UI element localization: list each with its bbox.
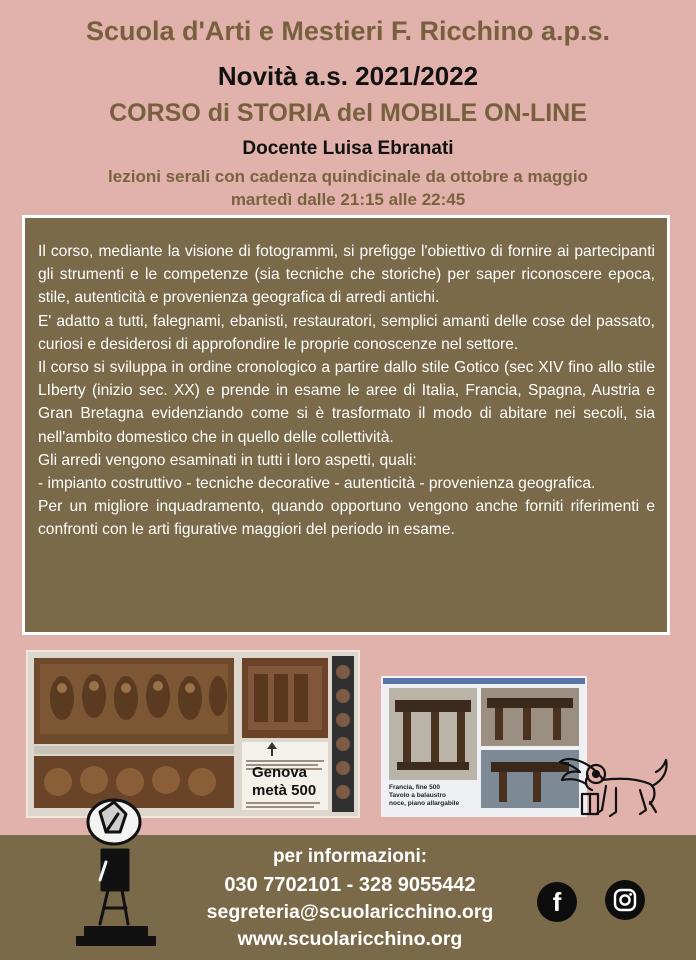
phone-numbers[interactable]: 030 7702101 - 328 9055442 (224, 874, 476, 896)
description-paragraph: Per un migliore inquadramento, quando opportuno vengono anche forniti riferimenti e confronti con le arti figurative maggiori del periodo in esame. (38, 498, 655, 539)
description-text (38, 240, 655, 542)
schedule-time: martedì dalle 21:15 alle 22:45 (230, 190, 466, 209)
website-link[interactable]: www.scuolaricchino.org (237, 928, 463, 950)
novelty-title: Novità a.s. 2021/2022 (217, 61, 479, 91)
winged-lion-logo (556, 748, 676, 824)
email-link[interactable]: segreteria@scuolaricchino.org (206, 901, 494, 923)
slide-francia-caption-line: Francia, fine 500 (389, 784, 440, 791)
slide-genova-caption: Genova metà 500 (252, 764, 317, 799)
facebook-icon[interactable]: f (537, 882, 577, 922)
description-paragraph: Il corso si sviluppa in ordine cronologico a partire dallo stile Gotico (sec XIV fino allo stile LIberty (inizio sec. XX) e prende in esame le aree di Italia, Francia, Spagna, Austria e Gran Bretagna evidenziando come si è trasformato il modo di abitare nei secoli, sia nell'ambito domestico che in quello delle collettività. (38, 359, 655, 446)
description-paragraph: - impianto costruttivo - tecniche decorative - autenticità - provenienza geografica. (38, 475, 596, 493)
course-title: CORSO di STORIA del MOBILE ON-LINE (109, 99, 587, 127)
slide-francia-caption-line: Tavolo a balaustro (389, 792, 446, 799)
instagram-glyph (613, 888, 637, 912)
description-paragraph: Gli arredi vengono esaminati in tutti i loro aspetti, quali: (38, 451, 417, 469)
teacher-name: Docente Luisa Ebranati (242, 138, 454, 159)
schedule (0, 165, 696, 211)
slide-francia-caption-line: noce, piano allargabile (389, 800, 460, 807)
description-paragraph: Il corso, mediante la visione di fotogrammi, si prefigge l'obiettivo di fornire ai partecipanti gli strumenti e le competenze (sia tecniche che storiche) per saper riconoscere epoca, stile, autenticità e provenienza geografica di arredi antichi. (38, 243, 655, 307)
description-box (22, 215, 670, 635)
info-label: per informazioni: (272, 846, 428, 867)
schedule-frequency: lezioni serali con cadenza quindicinale da ottobre a maggio (108, 167, 588, 186)
school-name: Scuola d'Arti e Mestieri F. Ricchino a.p.s. (85, 16, 611, 46)
mascot-logo (70, 792, 160, 950)
slide-francia-caption (389, 784, 481, 808)
instagram-icon[interactable] (605, 880, 645, 920)
description-paragraph: E' adatto a tutti, falegnami, ebanisti, restauratori, semplici amanti delle cose del passato, curiosi e desiderosi di approfondire le proprie conoscenze nel settore. (38, 312, 655, 353)
